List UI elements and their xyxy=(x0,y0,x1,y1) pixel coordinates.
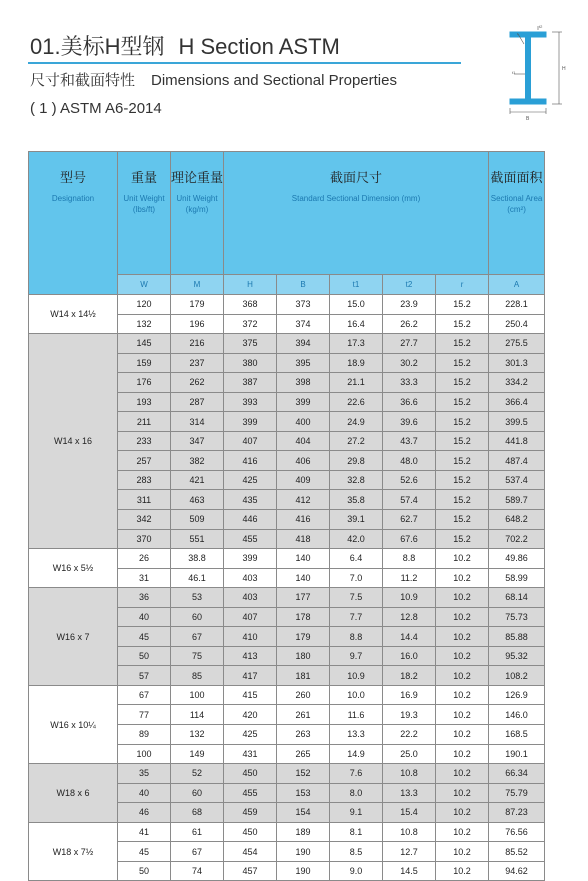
table-cell: 420 xyxy=(224,705,277,725)
table-cell: 418 xyxy=(277,529,330,549)
table-cell: 75.73 xyxy=(489,607,545,627)
table-cell: 27.2 xyxy=(330,431,383,451)
table-cell: 410 xyxy=(224,627,277,647)
table-body xyxy=(29,295,545,881)
header-area: 截面面积 Sectional Area (cm²) xyxy=(489,152,545,275)
properties-table xyxy=(28,151,545,881)
table-cell: 68.14 xyxy=(489,588,545,608)
table-cell: 457 xyxy=(224,861,277,881)
table-cell: 15.2 xyxy=(436,373,489,393)
symbol-w: W xyxy=(118,275,171,295)
symbol-m: M xyxy=(171,275,224,295)
table-cell: 77 xyxy=(118,705,171,725)
table-cell: 38.8 xyxy=(171,549,224,569)
table-cell: 233 xyxy=(118,431,171,451)
table-cell: 180 xyxy=(277,646,330,666)
table-cell: 12.7 xyxy=(383,842,436,862)
header-designation: 型号 Designation xyxy=(29,152,118,295)
table-cell: 283 xyxy=(118,470,171,490)
table-cell: 60 xyxy=(171,783,224,803)
table-cell: 89 xyxy=(118,725,171,745)
table-cell: 407 xyxy=(224,607,277,627)
table-cell: 431 xyxy=(224,744,277,764)
table-cell: 228.1 xyxy=(489,295,545,315)
table-cell: 287 xyxy=(171,392,224,412)
label-t2: t2 xyxy=(539,24,543,29)
table-cell: 46 xyxy=(118,803,171,823)
table-cell: 26.2 xyxy=(383,314,436,334)
table-cell: 334.2 xyxy=(489,373,545,393)
table-cell: 58.99 xyxy=(489,568,545,588)
table-cell: 14.9 xyxy=(330,744,383,764)
table-cell: 100 xyxy=(171,685,224,705)
table-cell: 425 xyxy=(224,725,277,745)
table-cell: 450 xyxy=(224,822,277,842)
table-cell: 66.34 xyxy=(489,764,545,784)
table-cell: 149 xyxy=(171,744,224,764)
table-cell: 380 xyxy=(224,353,277,373)
table-cell: 67.6 xyxy=(383,529,436,549)
table-cell: 15.2 xyxy=(436,334,489,354)
table-cell: 382 xyxy=(171,451,224,471)
table-cell: 409 xyxy=(277,470,330,490)
table-cell: 9.1 xyxy=(330,803,383,823)
table-cell: 36.6 xyxy=(383,392,436,412)
table-cell: 43.7 xyxy=(383,431,436,451)
table-cell: 49.86 xyxy=(489,549,545,569)
table-cell: 50 xyxy=(118,646,171,666)
table-cell: 145 xyxy=(118,334,171,354)
symbol-t2: t2 xyxy=(383,275,436,295)
table-cell: 21.1 xyxy=(330,373,383,393)
table-cell: 10.2 xyxy=(436,842,489,862)
table-cell: 9.0 xyxy=(330,861,383,881)
table-cell: 190 xyxy=(277,861,330,881)
table-cell: 15.2 xyxy=(436,490,489,510)
table-row xyxy=(29,588,545,608)
label-r: r xyxy=(517,31,519,36)
table-cell: 7.0 xyxy=(330,568,383,588)
table-cell: 394 xyxy=(277,334,330,354)
table-cell: 450 xyxy=(224,764,277,784)
table-cell: 403 xyxy=(224,568,277,588)
table-cell: 15.2 xyxy=(436,295,489,315)
table-cell: 10.2 xyxy=(436,744,489,764)
table-cell: 75.79 xyxy=(489,783,545,803)
header-dimension: 截面尺寸 Standard Sectional Dimension (mm) xyxy=(224,152,489,275)
table-cell: 9.7 xyxy=(330,646,383,666)
table-cell: 261 xyxy=(277,705,330,725)
table-cell: 179 xyxy=(171,295,224,315)
table-cell: 18.9 xyxy=(330,353,383,373)
table-cell: 407 xyxy=(224,431,277,451)
table-cell: 374 xyxy=(277,314,330,334)
table-row xyxy=(29,549,545,569)
table-cell: 257 xyxy=(118,451,171,471)
table-cell: 342 xyxy=(118,510,171,530)
table-cell: 15.2 xyxy=(436,431,489,451)
table-cell: 7.5 xyxy=(330,588,383,608)
table-cell: 10.2 xyxy=(436,549,489,569)
table-cell: 10.2 xyxy=(436,705,489,725)
table-cell: 12.8 xyxy=(383,607,436,627)
table-cell: 140 xyxy=(277,549,330,569)
table-cell: 68 xyxy=(171,803,224,823)
table-cell: 15.2 xyxy=(436,412,489,432)
table-cell: 8.5 xyxy=(330,842,383,862)
table-cell: 8.8 xyxy=(383,549,436,569)
table-cell: 399.5 xyxy=(489,412,545,432)
designation-cell: W14 x 16 xyxy=(29,334,118,549)
table-cell: 370 xyxy=(118,529,171,549)
table-cell: 23.9 xyxy=(383,295,436,315)
table-cell: 399 xyxy=(277,392,330,412)
symbol-b: B xyxy=(277,275,330,295)
symbol-h: H xyxy=(224,275,277,295)
table-cell: 22.2 xyxy=(383,725,436,745)
table-cell: 74 xyxy=(171,861,224,881)
table-cell: 455 xyxy=(224,783,277,803)
table-cell: 413 xyxy=(224,646,277,666)
table-cell: 52.6 xyxy=(383,470,436,490)
table-cell: 120 xyxy=(118,295,171,315)
table-cell: 446 xyxy=(224,510,277,530)
table-cell: 181 xyxy=(277,666,330,686)
table-cell: 41 xyxy=(118,822,171,842)
table-cell: 159 xyxy=(118,353,171,373)
table-cell: 8.1 xyxy=(330,822,383,842)
table-cell: 14.4 xyxy=(383,627,436,647)
label-b: B xyxy=(526,116,530,122)
table-cell: 416 xyxy=(224,451,277,471)
table-cell: 85.88 xyxy=(489,627,545,647)
table-cell: 314 xyxy=(171,412,224,432)
table-cell: 216 xyxy=(171,334,224,354)
table-cell: 46.1 xyxy=(171,568,224,588)
table-row xyxy=(29,334,545,354)
table-cell: 132 xyxy=(171,725,224,745)
symbol-t1: t1 xyxy=(330,275,383,295)
table-cell: 311 xyxy=(118,490,171,510)
table-cell: 16.4 xyxy=(330,314,383,334)
table-cell: 10.2 xyxy=(436,607,489,627)
table-cell: 152 xyxy=(277,764,330,784)
table-cell: 551 xyxy=(171,529,224,549)
designation-cell: W14 x 14½ xyxy=(29,295,118,334)
table-cell: 262 xyxy=(171,373,224,393)
table-cell: 10.2 xyxy=(436,568,489,588)
table-cell: 39.1 xyxy=(330,510,383,530)
table-cell: 67 xyxy=(171,627,224,647)
table-cell: 100 xyxy=(118,744,171,764)
table-cell: 10.0 xyxy=(330,685,383,705)
designation-cell: W16 x 7 xyxy=(29,588,118,686)
table-cell: 40 xyxy=(118,783,171,803)
page-title xyxy=(30,30,340,61)
table-cell: 10.9 xyxy=(330,666,383,686)
table-cell: 189 xyxy=(277,822,330,842)
table-cell: 7.6 xyxy=(330,764,383,784)
table-cell: 126.9 xyxy=(489,685,545,705)
table-cell: 17.3 xyxy=(330,334,383,354)
table-cell: 372 xyxy=(224,314,277,334)
table-cell: 15.2 xyxy=(436,314,489,334)
table-cell: 60 xyxy=(171,607,224,627)
table-cell: 10.8 xyxy=(383,822,436,842)
table-cell: 15.0 xyxy=(330,295,383,315)
table-cell: 648.2 xyxy=(489,510,545,530)
table-cell: 421 xyxy=(171,470,224,490)
table-cell: 52 xyxy=(171,764,224,784)
table-cell: 15.2 xyxy=(436,529,489,549)
standard-label: ( 1 ) ASTM A6-2014 xyxy=(30,100,162,117)
table-cell: 10.8 xyxy=(383,764,436,784)
table-cell: 114 xyxy=(171,705,224,725)
table-cell: 275.5 xyxy=(489,334,545,354)
table-cell: 463 xyxy=(171,490,224,510)
table-cell: 50 xyxy=(118,861,171,881)
label-h: H xyxy=(562,66,566,72)
table-cell: 24.9 xyxy=(330,412,383,432)
subtitle-en: Dimensions and Sectional Properties xyxy=(151,72,397,89)
table-cell: 154 xyxy=(277,803,330,823)
table-cell: 26 xyxy=(118,549,171,569)
table-cell: 11.6 xyxy=(330,705,383,725)
table-cell: 15.2 xyxy=(436,451,489,471)
table-cell: 57 xyxy=(118,666,171,686)
table-cell: 455 xyxy=(224,529,277,549)
table-cell: 32.8 xyxy=(330,470,383,490)
top-flange xyxy=(510,32,546,37)
table-cell: 10.2 xyxy=(436,861,489,881)
table-cell: 412 xyxy=(277,490,330,510)
table-cell: 13.3 xyxy=(383,783,436,803)
symbol-r: r xyxy=(436,275,489,295)
table-cell: 85.52 xyxy=(489,842,545,862)
table-cell: 45 xyxy=(118,842,171,862)
table-cell: 406 xyxy=(277,451,330,471)
table-cell: 260 xyxy=(277,685,330,705)
web xyxy=(526,37,531,99)
table-cell: 168.5 xyxy=(489,725,545,745)
title-divider xyxy=(28,62,461,64)
symbol-a: A xyxy=(489,275,545,295)
table-cell: 33.3 xyxy=(383,373,436,393)
table-cell: 36 xyxy=(118,588,171,608)
table-cell: 53 xyxy=(171,588,224,608)
table-row xyxy=(29,295,545,315)
table-cell: 31 xyxy=(118,568,171,588)
table-cell: 15.2 xyxy=(436,510,489,530)
table-cell: 16.0 xyxy=(383,646,436,666)
table-row xyxy=(29,764,545,784)
table-cell: 395 xyxy=(277,353,330,373)
table-cell: 250.4 xyxy=(489,314,545,334)
table-cell: 193 xyxy=(118,392,171,412)
table-cell: 61 xyxy=(171,822,224,842)
label-t1: t1 xyxy=(512,70,516,75)
table-cell: 7.7 xyxy=(330,607,383,627)
table-cell: 85 xyxy=(171,666,224,686)
table-cell: 10.2 xyxy=(436,803,489,823)
subtitle-zh: 尺寸和截面特性 xyxy=(30,72,136,89)
table-cell: 10.9 xyxy=(383,588,436,608)
table-cell: 537.4 xyxy=(489,470,545,490)
table-cell: 368 xyxy=(224,295,277,315)
table-cell: 95.32 xyxy=(489,646,545,666)
subtitle xyxy=(30,69,397,90)
table-cell: 179 xyxy=(277,627,330,647)
table-cell: 403 xyxy=(224,588,277,608)
table-cell: 6.4 xyxy=(330,549,383,569)
table-cell: 10.2 xyxy=(436,685,489,705)
table-cell: 10.2 xyxy=(436,725,489,745)
table-cell: 398 xyxy=(277,373,330,393)
table-cell: 416 xyxy=(277,510,330,530)
table-cell: 35 xyxy=(118,764,171,784)
header-unit-weight: 重量 Unit Weight (lbs/ft) xyxy=(118,152,171,275)
table-cell: 399 xyxy=(224,549,277,569)
table-cell: 108.2 xyxy=(489,666,545,686)
table-cell: 425 xyxy=(224,470,277,490)
header-theo-weight: 理论重量 Unit Weight (kg/m) xyxy=(171,152,224,275)
designation-cell: W18 x 6 xyxy=(29,764,118,823)
table-cell: 10.2 xyxy=(436,588,489,608)
table-cell: 75 xyxy=(171,646,224,666)
table-cell: 35.8 xyxy=(330,490,383,510)
table-cell: 27.7 xyxy=(383,334,436,354)
table-cell: 42.0 xyxy=(330,529,383,549)
table-cell: 19.3 xyxy=(383,705,436,725)
table-cell: 62.7 xyxy=(383,510,436,530)
table-cell: 10.2 xyxy=(436,822,489,842)
table-cell: 347 xyxy=(171,431,224,451)
table-cell: 10.2 xyxy=(436,666,489,686)
table-cell: 15.2 xyxy=(436,470,489,490)
table-cell: 459 xyxy=(224,803,277,823)
table-cell: 67 xyxy=(171,842,224,862)
table-cell: 415 xyxy=(224,685,277,705)
table-cell: 87.23 xyxy=(489,803,545,823)
table-cell: 177 xyxy=(277,588,330,608)
table-cell: 10.2 xyxy=(436,764,489,784)
table-row xyxy=(29,685,545,705)
designation-cell: W16 x 5½ xyxy=(29,549,118,588)
table-cell: 57.4 xyxy=(383,490,436,510)
table-cell: 399 xyxy=(224,412,277,432)
table-cell: 25.0 xyxy=(383,744,436,764)
table-cell: 10.2 xyxy=(436,646,489,666)
table-cell: 153 xyxy=(277,783,330,803)
table-cell: 15.2 xyxy=(436,353,489,373)
table-cell: 301.3 xyxy=(489,353,545,373)
table-cell: 39.6 xyxy=(383,412,436,432)
table-cell: 178 xyxy=(277,607,330,627)
table-cell: 45 xyxy=(118,627,171,647)
table-cell: 400 xyxy=(277,412,330,432)
title-zh: 01.美标H型钢 xyxy=(30,34,165,59)
table-cell: 190 xyxy=(277,842,330,862)
table-cell: 146.0 xyxy=(489,705,545,725)
table-cell: 8.0 xyxy=(330,783,383,803)
designation-cell: W16 x 10¼ xyxy=(29,685,118,763)
bottom-flange xyxy=(510,99,546,104)
table-cell: 132 xyxy=(118,314,171,334)
table-cell: 48.0 xyxy=(383,451,436,471)
table-cell: 237 xyxy=(171,353,224,373)
table-row xyxy=(29,822,545,842)
h-section-diagram xyxy=(500,22,580,122)
table-cell: 509 xyxy=(171,510,224,530)
table-cell: 435 xyxy=(224,490,277,510)
table-cell: 140 xyxy=(277,568,330,588)
table-cell: 265 xyxy=(277,744,330,764)
table-cell: 454 xyxy=(224,842,277,862)
table-cell: 441.8 xyxy=(489,431,545,451)
table-cell: 10.2 xyxy=(436,783,489,803)
table-cell: 76.56 xyxy=(489,822,545,842)
table-cell: 393 xyxy=(224,392,277,412)
table-cell: 30.2 xyxy=(383,353,436,373)
table-cell: 589.7 xyxy=(489,490,545,510)
table-cell: 176 xyxy=(118,373,171,393)
table-cell: 29.8 xyxy=(330,451,383,471)
table-cell: 702.2 xyxy=(489,529,545,549)
table-cell: 10.2 xyxy=(436,627,489,647)
table-cell: 190.1 xyxy=(489,744,545,764)
table-cell: 8.8 xyxy=(330,627,383,647)
table-cell: 196 xyxy=(171,314,224,334)
table-cell: 94.62 xyxy=(489,861,545,881)
title-en: H Section ASTM xyxy=(178,34,340,59)
table-cell: 18.2 xyxy=(383,666,436,686)
table-cell: 387 xyxy=(224,373,277,393)
table-cell: 16.9 xyxy=(383,685,436,705)
table-cell: 15.2 xyxy=(436,392,489,412)
table-cell: 417 xyxy=(224,666,277,686)
table-cell: 373 xyxy=(277,295,330,315)
table-cell: 13.3 xyxy=(330,725,383,745)
table-cell: 487.4 xyxy=(489,451,545,471)
table-cell: 67 xyxy=(118,685,171,705)
table-cell: 11.2 xyxy=(383,568,436,588)
table-cell: 404 xyxy=(277,431,330,451)
table-cell: 366.4 xyxy=(489,392,545,412)
table-cell: 22.6 xyxy=(330,392,383,412)
table-cell: 40 xyxy=(118,607,171,627)
table-cell: 375 xyxy=(224,334,277,354)
table-cell: 14.5 xyxy=(383,861,436,881)
table-cell: 263 xyxy=(277,725,330,745)
designation-cell: W18 x 7½ xyxy=(29,822,118,881)
table-cell: 15.4 xyxy=(383,803,436,823)
table-cell: 211 xyxy=(118,412,171,432)
